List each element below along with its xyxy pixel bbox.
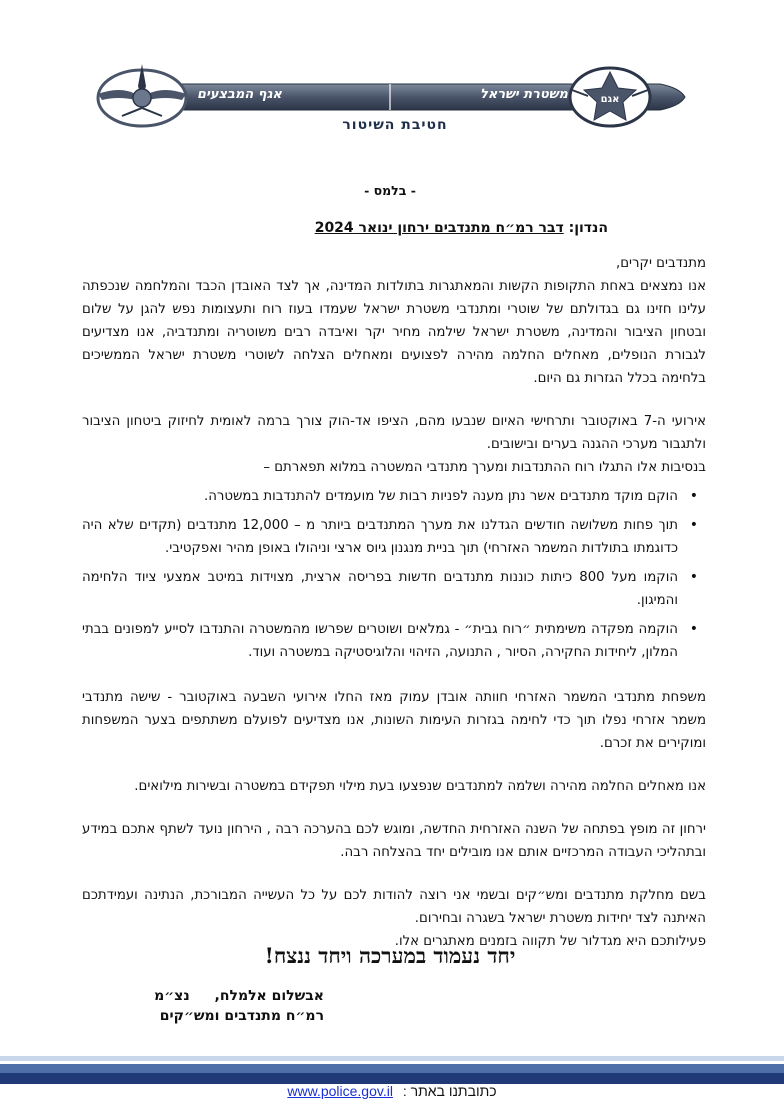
letter-greeting: מתנדבים יקרים,	[615, 256, 706, 271]
emblem-text: אגם	[600, 94, 620, 105]
signatory-rank: נצ״מ	[154, 988, 190, 1004]
website-link[interactable]: www.police.gov.il	[287, 1083, 393, 1099]
signature-block	[154, 986, 324, 1026]
footer-band-gap	[0, 1061, 784, 1064]
letter-paragraph: אירועי ה-7 באוקטובר ותרחישי האיום שנבעו מהם, הציפו אד-הוק צורך ברמה לאומית לחיזוק ביטחון הציבור ולתגבור מערכי ההגנה בערים ובישובים.	[82, 414, 706, 452]
footer-band-stripe	[0, 1056, 784, 1061]
signatory-name: אבשלום אלמלח,	[214, 988, 324, 1004]
letter-paragraph: בשם מחלקת מתנדבים ומש״קים ובשמי אני רוצה להודות לכם על כל העשייה המבורכת, הנתינה ועמידתכם האיתנה לצד יחידות משטרת ישראל בשגרה ובחירום.	[82, 888, 706, 926]
signatory-title: רמ״ח מתנדבים ומש״קים	[159, 1008, 324, 1024]
letter-paragraph: אנו מאחלים החלמה מהירה ושלמה למתנדבים שנפצעו בעת מילוי תפקידם במשטרה ובשירות מילואים.	[134, 779, 706, 794]
subject-text: דבר רמ״ח מתנדבים ירחון ינואר 2024	[314, 220, 564, 236]
footer-address	[0, 1083, 784, 1099]
letter-paragraph: משפחת מתנדבי המשמר האזרחי חוותה אובדן עמוק מאז החלו אירועי השבעה באוקטובר - שישה מתנדבי משמר אזרחי נפלו תוך כדי לחימה בגזרות העימות השונות, אנו מצדיעים לפועלם משתתפים בצער המשפחות ומוקירים את זכרם.	[82, 690, 706, 751]
footer-band-stripe	[0, 1064, 784, 1073]
achievements-list	[82, 485, 706, 664]
subject-label: הנדון:	[568, 220, 608, 236]
list-item: • הוקמה מפקדה משימתית ״רוח גבית״ - גמלאים ושוטרים שפרשו מהמשטרה והתנדבו לסייע למפונים בבתי המלון, ליחידות החקירה, הסיור , התנועה, הזיהוי והלוגיסטיקה במשטרה ועוד.	[82, 618, 678, 664]
letter-body	[82, 252, 706, 953]
police-emblem-icon	[568, 66, 652, 128]
subject-line	[315, 220, 608, 236]
unit-name-title: חטיבת השיטור	[342, 117, 448, 133]
police-name-label: משטרת ישראל	[480, 87, 568, 102]
list-item: • הוקמו מעל 800 כיתות כוננות מתנדבים חדשות בפריסה ארצית, מצוידות במיטב אמצעי ציוד הלחימה והמיגון.	[82, 566, 678, 612]
letter-paragraph: אנו נמצאים באחת התקופות הקשות והמאתגרות בתולדות המדינה, אך לצד האובדן הכבד והמלחמה שנכפתה עלינו חזינו גם בגדולתם של שוטרי ומתנדבי משטרת ישראל שעמדו בעוז רוח ותעצומות נפש להגן על שלום ובטחון הציבור והמדינה, משטרת ישראל שילמה מחיר יקר ואיבדה רבים משוטריה ומתנדביה, אנו מצדיעים לגבורת הנופלים, מאחלים החלמה מהירה לפצועים ומאחלים הצלחה לשוטרי משטרת ישראל הממשיכים בלחימה בכלל הגזרות גם היום.	[82, 279, 706, 386]
list-item: • תוך פחות משלושה חודשים הגדלנו את מערך המתנדבים ביותר מ – 12,000 מתנדבים (תקדים שלא היה כדוגמתו בתולדות המשמר האזרחי) תוך בניית מנגנון גיוס ארצי וניהולו באופן מהיר ואפקטיבי.	[82, 514, 678, 560]
letter-paragraph: בנסיבות אלו התגלו רוח ההתנדבות ומערך מתנדבי המשטרה במלוא תפארתם –	[263, 460, 706, 475]
letter-paragraph: פעילותכם היא מגדלור של תקווה בזמנים מאתגרים אלו.	[394, 934, 706, 949]
list-item: • הוקם מוקד מתנדבים אשר נתן מענה לפניות רבות של מועמדים להתנדבות במשטרה.	[82, 485, 678, 508]
slogan-heading: יחד נעמוד במערכה ויחד ננצח!	[264, 943, 516, 968]
footer-band	[0, 1056, 784, 1084]
classification-label: - בלמס -	[364, 183, 416, 198]
letter-paragraph: ירחון זה מופץ בפתחה של השנה האזרחית החדשה, ומוגש לכם בהערכה רבה , הירחון נועד לשתף אתכם במידע ובתהליכי העבודה המרכזיים אותם אנו מובילים יחד בהצלחה רבה.	[82, 822, 706, 860]
footer-label: כתובתנו באתר :	[402, 1083, 497, 1099]
letterhead	[0, 0, 784, 150]
operations-emblem-icon	[96, 60, 188, 130]
department-name-label: אגף המבצעים	[197, 87, 282, 102]
